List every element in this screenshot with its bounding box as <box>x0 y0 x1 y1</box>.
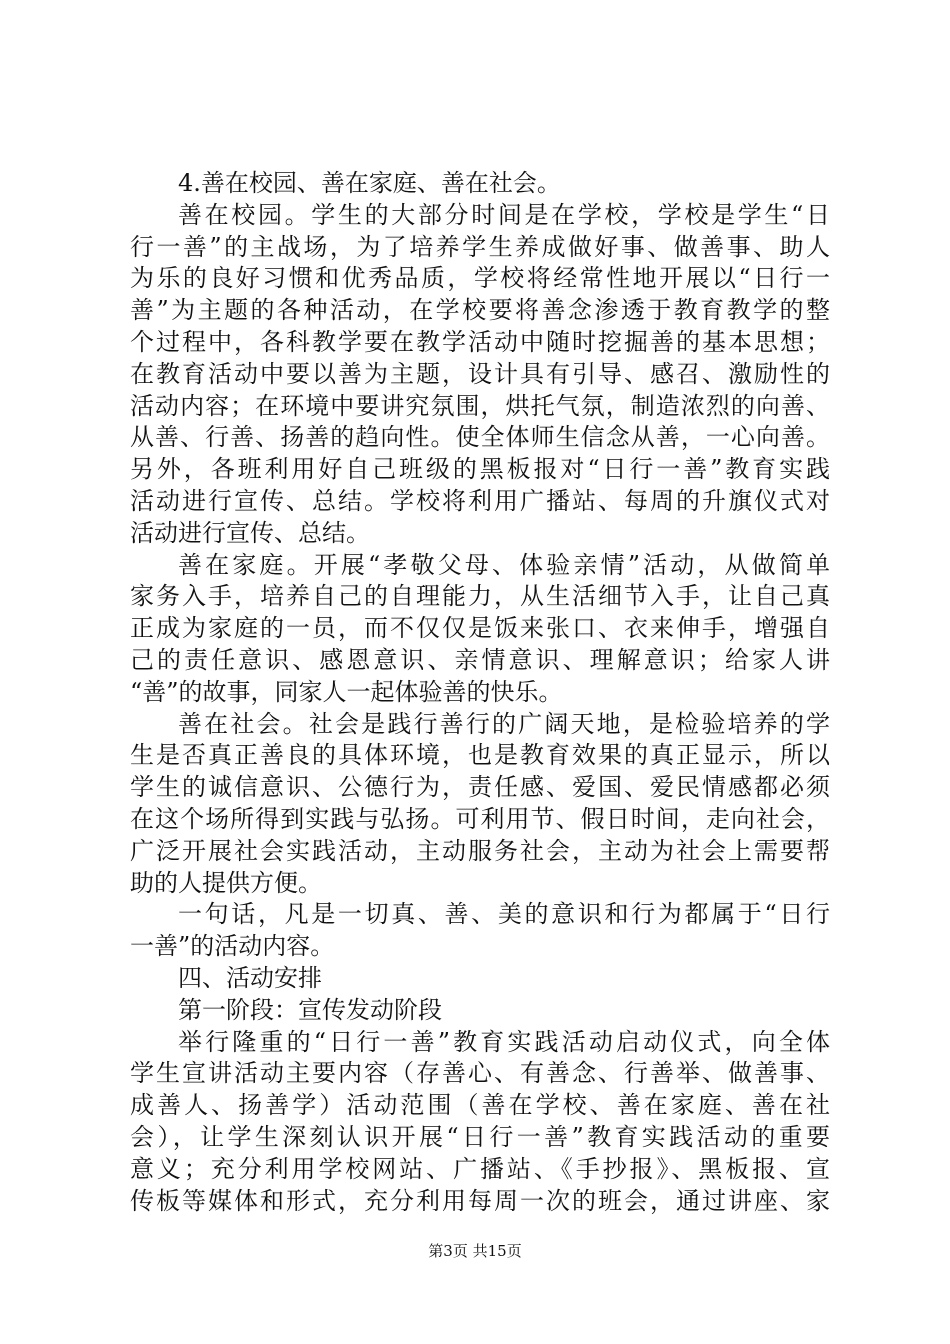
section-heading: 四、活动安排 <box>178 963 322 992</box>
paragraph-line: 为乐的良好习惯和优秀品质，学校将经常性地开展以“日行一 <box>130 264 830 293</box>
paragraph-line: 生是否真正善良的具体环境，也是教育效果的真正显示，所以 <box>130 741 830 770</box>
paragraph-line: 在教育活动中要以善为主题，设计具有引导、感召、激励性的 <box>130 359 830 388</box>
paragraph-line: 学生的诚信意识、公德行为，责任感、爱国、爱民情感都必须 <box>130 773 830 802</box>
paragraph-line: 活动内容；在环境中要讲究氛围，烘托气氛，制造浓烈的向善、 <box>130 391 830 420</box>
paragraph-line: 行一善”的主战场，为了培养学生养成做好事、做善事、助人 <box>130 232 830 261</box>
paragraph-line: 善”为主题的各种活动，在学校要将善念渗透于教育教学的整 <box>130 296 830 325</box>
paragraph-line: 助的人提供方便。 <box>130 868 322 897</box>
paragraph-line: 一句话，凡是一切真、善、美的意识和行为都属于“日行 <box>178 900 830 929</box>
section-heading: 4.善在校园、善在家庭、善在社会。 <box>178 169 561 197</box>
paragraph-line: 活动进行宣传、总结。学校将利用广播站、每周的升旗仪式对 <box>130 486 830 515</box>
paragraph-line: 在这个场所得到实践与弘扬。可利用节、假日时间，走向社会， <box>130 804 830 833</box>
paragraph-line: 家务入手，培养自己的自理能力，从生活细节入手，让自己真 <box>130 582 830 611</box>
paragraph-line: 成善人、扬善学）活动范围（善在学校、善在家庭、善在社 <box>130 1091 830 1120</box>
paragraph-line: 己的责任意识、感恩意识、亲情意识、理解意识；给家人讲 <box>130 645 830 674</box>
paragraph-line: 善在社会。社会是践行善行的广阔天地，是检验培养的学 <box>178 709 830 738</box>
paragraph-line: 活动进行宣传、总结。 <box>130 518 370 547</box>
paragraph-line: 一善”的活动内容。 <box>130 932 335 961</box>
paragraph-line: 广泛开展社会实践活动，主动服务社会，主动为社会上需要帮 <box>130 836 830 865</box>
paragraph-line: “善”的故事，同家人一起体验善的快乐。 <box>130 677 563 706</box>
paragraph-line: 善在校园。学生的大部分时间是在学校，学校是学生“日 <box>178 200 830 229</box>
paragraph-line: 从善、行善、扬善的趋向性。使全体师生信念从善，一心向善。 <box>130 423 830 452</box>
paragraph-line: 正成为家庭的一员，而不仅仅是饭来张口、衣来伸手，增强自 <box>130 614 830 643</box>
paragraph-line: 个过程中，各科教学要在教学活动中随时挖掘善的基本思想； <box>130 327 830 356</box>
document-body <box>130 168 830 1217</box>
paragraph-line: 传板等媒体和形式，充分利用每周一次的班会，通过讲座、家 <box>130 1186 830 1215</box>
page-number-footer: 第3页 共15页 <box>428 1242 522 1260</box>
paragraph-line: 另外，各班利用好自己班级的黑板报对“日行一善”教育实践 <box>130 455 830 484</box>
paragraph-line: 会），让学生深刻认识开展“日行一善”教育实践活动的重要 <box>130 1122 830 1151</box>
subsection-heading: 第一阶段：宣传发动阶段 <box>178 995 442 1024</box>
paragraph-line: 善在家庭。开展“孝敬父母、体验亲情”活动，从做简单 <box>178 550 830 579</box>
paragraph-line: 意义；充分利用学校网站、广播站、《手抄报》、黑板报、宣 <box>130 1154 830 1183</box>
paragraph-line: 举行隆重的“日行一善”教育实践活动启动仪式，向全体 <box>178 1027 830 1056</box>
paragraph-line: 学生宣讲活动主要内容（存善心、有善念、行善举、做善事、 <box>130 1059 830 1088</box>
